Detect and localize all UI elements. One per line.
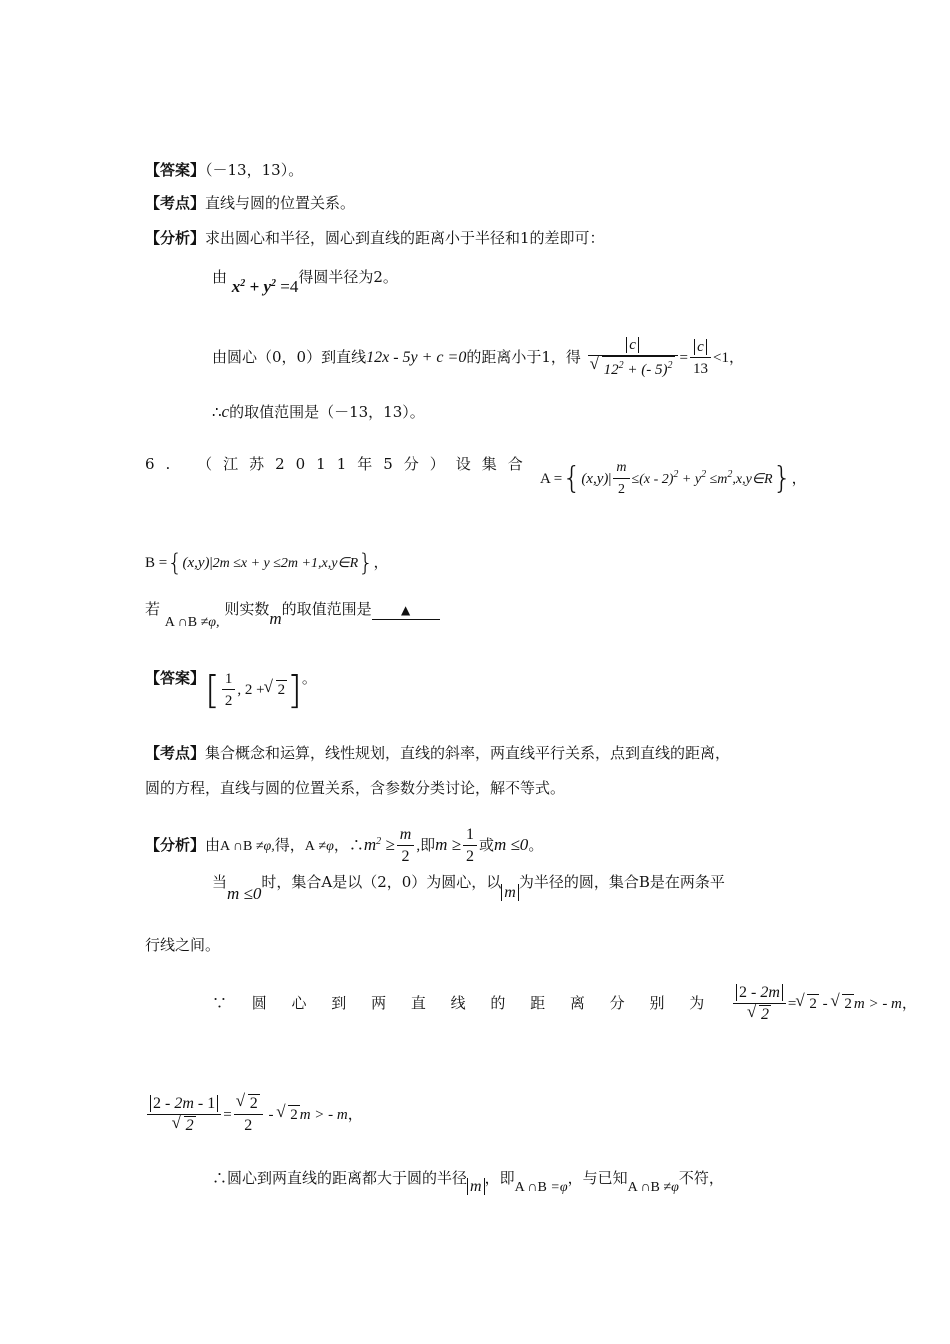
distance-fraction: c √ $12^2$ + (- 5)$^2$ (588, 335, 678, 381)
intersection-not-empty: A ∩B ≠φ, (164, 615, 220, 630)
q6-distance-1: ∵ 圆 心 到 两 直 线 的 距 离 分 别 为 2 - 2m √ 2 =√ 2 - √ 2 m > - m， (212, 976, 917, 1030)
set-b-definition: B ={(x,y)|2m ≤x + y ≤2m +1,x,y∈R}， (145, 549, 389, 577)
q6-parallel-lines: 行线之间。 (145, 936, 221, 954)
topic-tag: 【考点】 (145, 194, 206, 212)
circle-equation: $x^2 + y^2 =4$ (231, 277, 299, 296)
q5-radius-line: 由 $x^2 + y^2 =4$得圆半径为2。 (212, 268, 398, 296)
analysis-tag: 【分析】 (145, 229, 206, 247)
topic-text: 直线与圆的位置关系。 (205, 194, 356, 212)
q6-condition: 若 A ∩B ≠φ, 则实数m的取值范围是 ▲ (145, 597, 440, 631)
q5-analysis-line (145, 226, 605, 250)
q5-topic-line (145, 191, 355, 215)
simplified-fraction: $\frac{c}{13}$ (690, 337, 711, 380)
answer-tag: 【答案】 (145, 161, 206, 179)
q6-topic-line-2: 圆的方程，直线与圆的位置关系，含参数分类讨论，解不等式。 (145, 779, 566, 797)
q6-distance-2: 2 - 2m - 1 √ 2 = √ $\frac{2}{2}$ - √ 2 m > - m， (145, 1086, 363, 1142)
q6-conclusion: ∴圆心到两直线的距离都大于圆的半径 m ，即A ∩B =φ，与已知A ∩B ≠φ不符， (212, 1169, 724, 1195)
q6-case-line: 当m ≤0时，集合A是以（2，0）为圆心，以m为半径的圆，集合B是在两条平 (212, 873, 725, 903)
answer-text: （－13，13）。 (205, 161, 304, 179)
set-a-definition: A ={(x,y)| $\frac{m}{2}$ $\le(x - 2)^2 + y^2$ $\le m^2,x,y\in R$}， (540, 459, 807, 497)
triangle-icon: ▲ (401, 603, 411, 617)
answer-blank (372, 601, 440, 620)
q6-answer-line: 【答案】[ $\frac{1}{2}$ , 2 +√ 2]。 (145, 666, 317, 712)
q5-range-line: ∴c的取值范围是（－13，13）。 (212, 402, 425, 421)
analysis-text: 求出圆心和半径，圆心到直线的距离小于半径和1的差即可： (205, 229, 605, 247)
q5-distance-line: 由圆心（0，0）到直线12x - 5y + c =0的距离小于1，得 c √ $12^2$ + (- 5)$^2$ = $\frac{c}{13}$ <1， (212, 330, 744, 384)
q6-topic-line-1: 【考点】集合概念和运算，线性规划，直线的斜率，两直线平行关系，点到直线的距离， (145, 744, 731, 762)
q5-answer-line (145, 158, 303, 182)
line-equation: 12x - 5y + c =0 (366, 349, 467, 366)
q6-analysis-line: 【分析】由A ∩B ≠φ,得，A ≠φ，$\therefore m^2$ ≥ $\frac{m}{2}$ ,即m ≥ $\frac{1}{2}$ 或m ≤0。 (145, 825, 544, 865)
q6-stem: 6. （江苏2011年5分）设集合 (145, 455, 534, 473)
